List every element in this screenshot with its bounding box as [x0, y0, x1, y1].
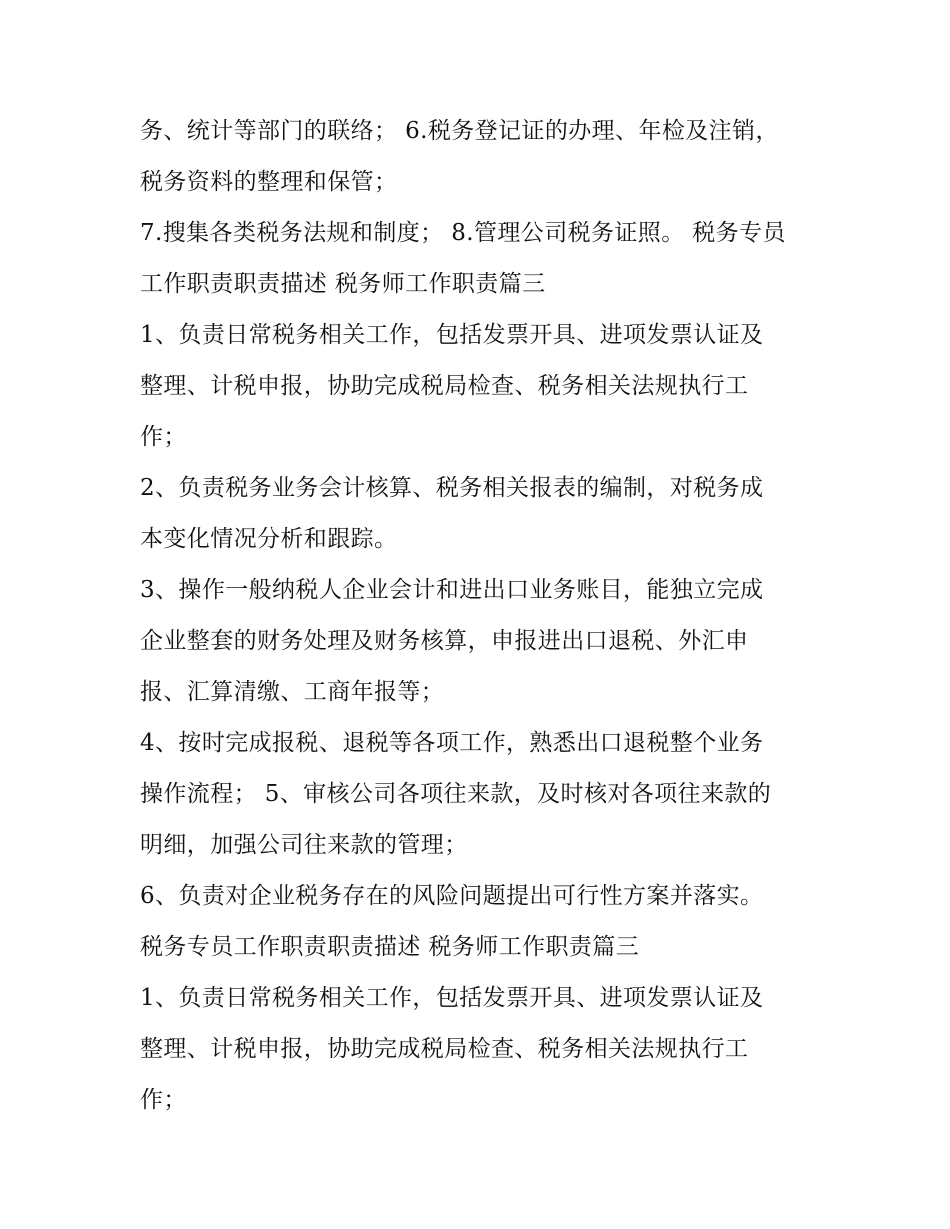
text-line: 6、负责对企业税务存在的风险问题提出可行性方案并落实。	[140, 883, 764, 909]
text-line: 明细，加强公司往来款的管理；	[140, 832, 468, 858]
text-line: 报、汇算清缴、工商年报等；	[140, 679, 445, 705]
text-line: 税务专员工作职责职责描述 税务师工作职责篇三	[140, 934, 640, 960]
text-line: 作；	[140, 424, 187, 450]
document-body	[140, 106, 820, 1126]
text-line: 1、负责日常税务相关工作，包括发票开具、进项发票认证及	[140, 985, 764, 1011]
text-line: 4、按时完成报税、退税等各项工作，熟悉出口退税整个业务	[140, 730, 764, 756]
text-line: 整理、计税申报，协助完成税局检查、税务相关法规执行工	[140, 373, 749, 399]
text-line: 工作职责职责描述 税务师工作职责篇三	[140, 271, 546, 297]
text-line: 务、统计等部门的联络； 6.税务登记证的办理、年检及注销，	[140, 118, 779, 144]
text-line: 作；	[140, 1087, 187, 1113]
text-line: 税务资料的整理和保管；	[140, 169, 398, 195]
text-line: 1、负责日常税务相关工作，包括发票开具、进项发票认证及	[140, 322, 764, 348]
text-line: 企业整套的财务处理及财务核算，申报进出口退税、外汇申	[140, 628, 749, 654]
text-line: 操作流程； 5、审核公司各项往来款，及时核对各项往来款的	[140, 781, 772, 807]
text-line: 整理、计税申报，协助完成税局检查、税务相关法规执行工	[140, 1036, 749, 1062]
text-line: 2、负责税务业务会计核算、税务相关报表的编制，对税务成	[140, 475, 764, 501]
text-line: 本变化情况分析和跟踪。	[140, 526, 398, 552]
text-line: 3、操作一般纳税人企业会计和进出口业务账目，能独立完成	[140, 577, 764, 603]
text-line: 7.搜集各类税务法规和制度； 8.管理公司税务证照。 税务专员	[140, 220, 786, 246]
